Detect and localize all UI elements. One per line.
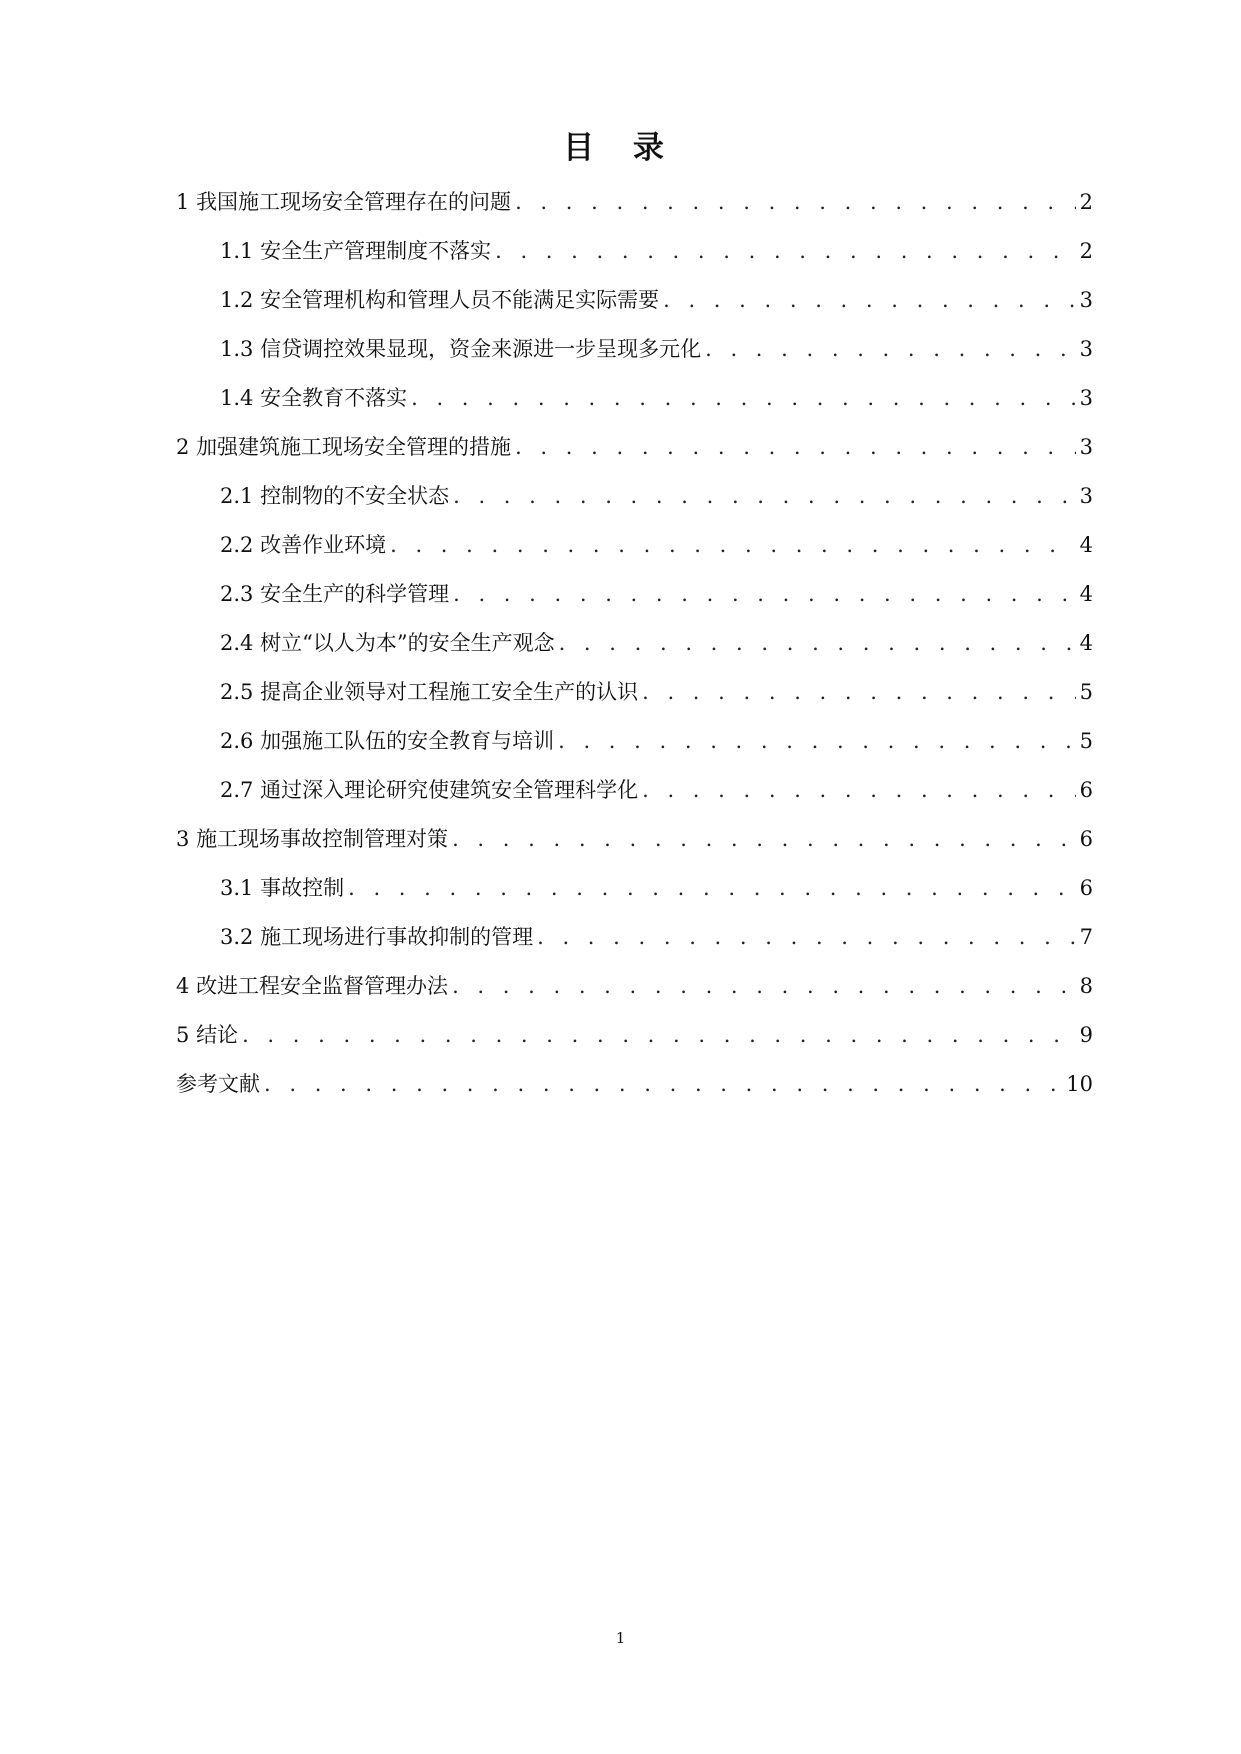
toc-dot-leader — [705, 334, 1076, 364]
toc-entry-text: 施工现场进行事故抑制的管理 — [260, 925, 534, 949]
toc-dot-leader — [495, 236, 1076, 266]
toc-entry-label — [220, 922, 533, 952]
toc-entry-label — [220, 873, 344, 903]
toc-entry[interactable] — [176, 1020, 1093, 1069]
toc-page-number: 6 — [1079, 876, 1093, 900]
toc-page-number: 6 — [1079, 778, 1093, 802]
toc-dot-leader — [390, 530, 1076, 560]
toc-entry-number: 2.4 — [220, 631, 254, 655]
toc-page-number: 6 — [1079, 827, 1093, 851]
toc-page-number: 4 — [1079, 533, 1093, 557]
toc-title: 目 录 — [563, 130, 678, 166]
toc-dot-leader — [411, 383, 1076, 413]
toc-entry-number: 1 — [176, 190, 190, 214]
toc-dot-leader — [663, 285, 1076, 315]
toc-dot-leader — [348, 873, 1076, 903]
toc-entry-label — [176, 187, 511, 217]
toc-page-number: 2 — [1079, 190, 1093, 214]
toc-dot-leader — [264, 1069, 1062, 1099]
toc-entry-label — [220, 628, 555, 658]
toc-dot-leader — [559, 628, 1076, 658]
toc-dot-leader — [515, 187, 1076, 217]
toc-page-number: 5 — [1079, 680, 1093, 704]
toc-page-number: 9 — [1079, 1023, 1093, 1047]
toc-subentry[interactable] — [176, 236, 1093, 285]
toc-entry-number: 1.2 — [220, 288, 254, 312]
toc-entry-number: 2.7 — [220, 778, 254, 802]
toc-page-number: 4 — [1079, 582, 1093, 606]
toc-entry[interactable] — [176, 1069, 1093, 1118]
toc-dot-leader — [452, 971, 1076, 1001]
toc-dot-leader — [642, 775, 1076, 805]
toc-entry-text: 加强建筑施工现场安全管理的措施 — [196, 435, 512, 459]
toc-subentry[interactable] — [176, 628, 1093, 677]
toc-entry[interactable] — [176, 971, 1093, 1020]
toc-entry-number: 2.1 — [220, 484, 254, 508]
toc-page-number: 3 — [1079, 288, 1093, 312]
toc-entry-label — [220, 285, 659, 315]
toc-page-number: 5 — [1079, 729, 1093, 753]
toc-page-number: 3 — [1079, 337, 1093, 361]
toc-entry-label — [176, 1069, 260, 1099]
toc-entry-text: 安全管理机构和管理人员不能满足实际需要 — [260, 288, 660, 312]
toc-subentry[interactable] — [176, 530, 1093, 579]
toc-dot-leader — [452, 824, 1076, 854]
toc-subentry[interactable] — [176, 383, 1093, 432]
toc-page-number: 2 — [1079, 239, 1093, 263]
toc-entry-number: 4 — [176, 974, 190, 998]
toc-dot-leader — [515, 432, 1076, 462]
page-number: 1 — [615, 1629, 626, 1647]
toc-entry[interactable] — [176, 432, 1093, 481]
toc-entry-number: 1.4 — [220, 386, 254, 410]
toc-entry-text: 通过深入理论研究使建筑安全管理科学化 — [260, 778, 639, 802]
toc-dot-leader — [453, 481, 1076, 511]
toc-entry-text: 信贷调控效果显现，资金来源进一步呈现多元化 — [260, 337, 702, 361]
toc-subentry[interactable] — [176, 775, 1093, 824]
toc-page-number: 10 — [1066, 1072, 1093, 1096]
toc-entry-number: 1.1 — [220, 239, 254, 263]
toc-entry-number: 3.1 — [220, 876, 254, 900]
toc-subentry[interactable] — [176, 922, 1093, 971]
toc-entry-text: 提高企业领导对工程施工安全生产的认识 — [260, 680, 639, 704]
toc-subentry[interactable] — [176, 726, 1093, 775]
toc-subentry[interactable] — [176, 481, 1093, 530]
toc-dot-leader — [537, 922, 1076, 952]
toc-entry-label — [220, 579, 449, 609]
toc-entry-number: 3 — [176, 827, 190, 851]
toc-page-number: 4 — [1079, 631, 1093, 655]
toc-dot-leader — [558, 726, 1076, 756]
toc-entry-text: 施工现场事故控制管理对策 — [196, 827, 449, 851]
toc-entry[interactable] — [176, 187, 1093, 236]
toc-entry-label — [176, 971, 448, 1001]
toc-subentry[interactable] — [176, 579, 1093, 628]
toc-page-number: 3 — [1079, 484, 1093, 508]
toc-entry-number: 2.3 — [220, 582, 254, 606]
toc-entry-text: 安全生产管理制度不落实 — [260, 239, 492, 263]
toc-entry-number: 5 — [176, 1023, 190, 1047]
toc-entry-number: 2 — [176, 435, 190, 459]
toc-entry-label — [220, 677, 638, 707]
toc-entry[interactable] — [176, 824, 1093, 873]
toc-dot-leader — [642, 677, 1076, 707]
toc-entry-text: 结论 — [196, 1023, 239, 1047]
toc-entry-label — [220, 383, 407, 413]
toc-subentry[interactable] — [176, 285, 1093, 334]
toc-entry-label — [220, 530, 386, 560]
toc-subentry[interactable] — [176, 334, 1093, 383]
toc-entry-number: 2.5 — [220, 680, 254, 704]
toc-entry-label — [220, 726, 554, 756]
toc-subentry[interactable] — [176, 677, 1093, 726]
toc-entry-text: 事故控制 — [260, 876, 345, 900]
toc-page-number: 3 — [1079, 435, 1093, 459]
toc-entry-number: 1.3 — [220, 337, 254, 361]
toc-entry-text: 安全生产的科学管理 — [260, 582, 450, 606]
toc-entry-text: 我国施工现场安全管理存在的问题 — [196, 190, 512, 214]
toc-page-number: 8 — [1079, 974, 1093, 998]
toc-entry-number: 2.6 — [220, 729, 254, 753]
toc-entry-label — [176, 1020, 238, 1050]
toc-entry-label — [220, 236, 491, 266]
toc-dot-leader — [242, 1020, 1076, 1050]
toc-entry-number: 3.2 — [220, 925, 254, 949]
toc-entry-text: 树立“以人为本”的安全生产观念 — [260, 631, 555, 655]
toc-entry-text: 控制物的不安全状态 — [260, 484, 450, 508]
toc-entry-label — [220, 775, 638, 805]
toc-dot-leader — [453, 579, 1076, 609]
toc-entry-label — [220, 334, 701, 364]
toc-entry-label — [176, 432, 511, 462]
toc-list — [176, 187, 1093, 1118]
toc-entry-text: 安全教育不落实 — [260, 386, 408, 410]
toc-entry-text: 改善作业环境 — [260, 533, 387, 557]
toc-page-number: 7 — [1079, 925, 1093, 949]
toc-entry-text: 加强施工队伍的安全教育与培训 — [260, 729, 555, 753]
toc-entry-label — [176, 824, 448, 854]
toc-entry-text: 改进工程安全监督管理办法 — [196, 974, 449, 998]
toc-entry-text: 参考文献 — [176, 1072, 260, 1096]
toc-page-number: 3 — [1079, 386, 1093, 410]
toc-entry-label — [220, 481, 449, 511]
toc-subentry[interactable] — [176, 873, 1093, 922]
toc-entry-number: 2.2 — [220, 533, 254, 557]
